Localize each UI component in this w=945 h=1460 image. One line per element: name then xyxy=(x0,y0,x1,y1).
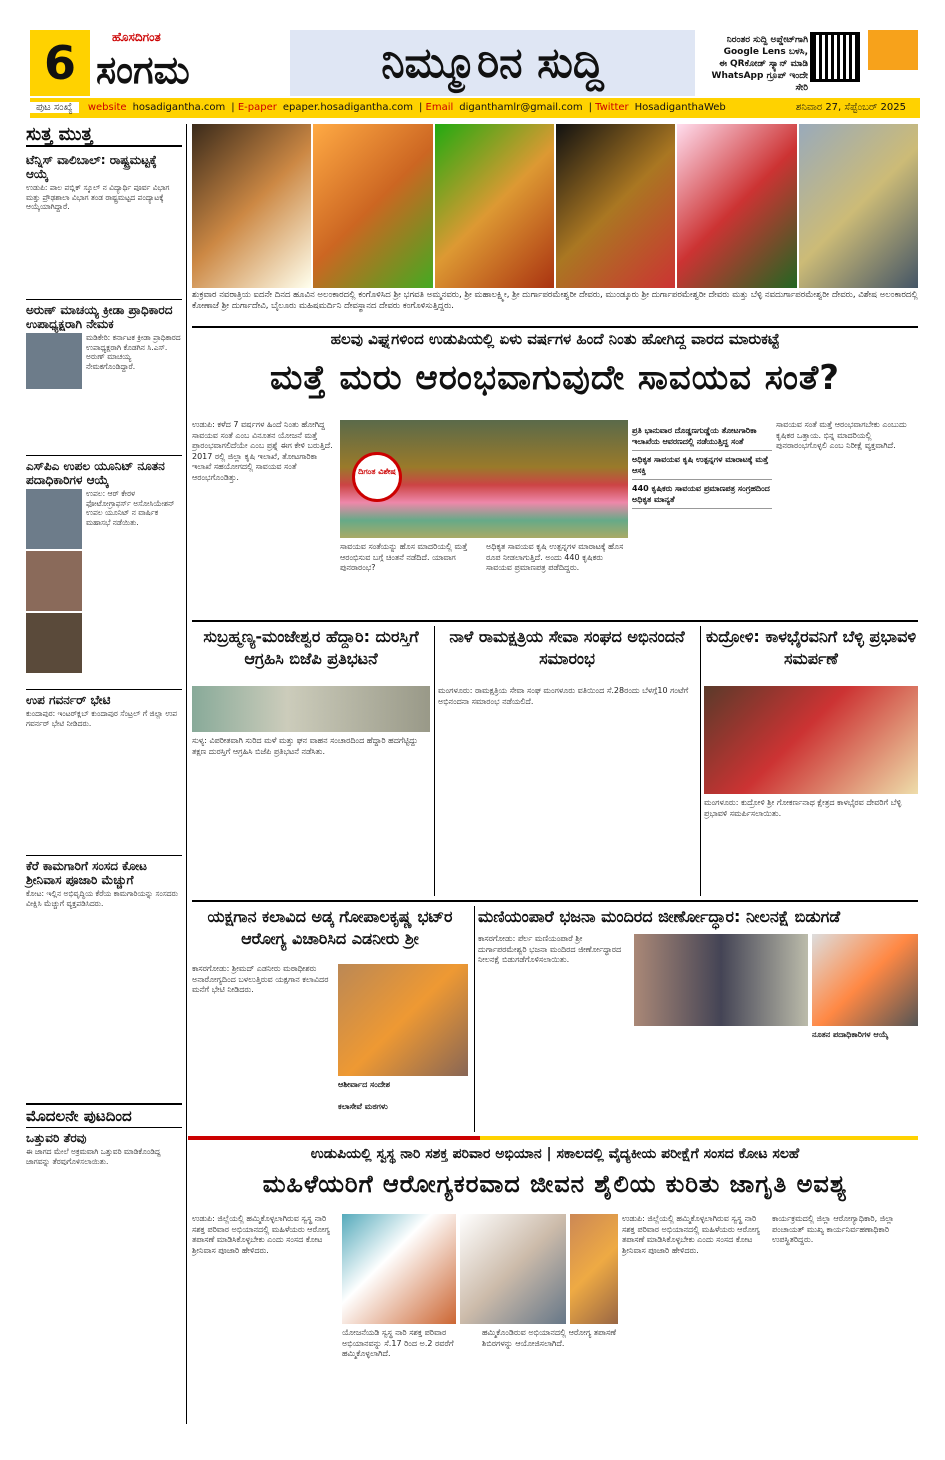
story-body: ಕಾಸರಗೋಡು: ಪೆರ್ಲ ಮಣಿಯಂಪಾರೆ ಶ್ರೀ ದುರ್ಗಾಪರಮೇಶ್ವರಿ ಭಜನಾ ಮಂದಿರದ ಜೀರ್ಣೋದ್ಧಾರದ ನೀಲನಕ್ಷೆ ಬಿಡುಗಡೆಗೊಳಿಸಲಾಯಿತು. xyxy=(478,934,622,964)
health-kicker: ಉಡುಪಿಯಲ್ಲಿ ಸ್ವಸ್ಥ ನಾರಿ ಸಶಕ್ತ ಪರಿವಾರ ಅಭಿಯಾನ | ಸಕಾಲದಲ್ಲಿ ವೈದ್ಯಕೀಯ ಪರೀಕ್ಷೆಗೆ ಸಂಸದ ಕೋಟ ಸಲಹೆ xyxy=(310,1146,800,1162)
divider xyxy=(192,900,918,902)
person-photo xyxy=(26,551,82,611)
sidebar-body: ಈ ಜಾಗದ ಮೇಲೆ ಅಕ್ರಮವಾಗಿ ಒತ್ತುವರಿ ಮಾಡಿಕೊಂಡಿದ್ದ ಜಾಗವನ್ನು ತೆರವುಗೊಳಿಸಲಾಯಿತು. xyxy=(26,1147,161,1166)
blueprint-release-photo xyxy=(634,934,808,1026)
story-body: ಮಂಗಳೂರು: ರಾಮಕ್ಷತ್ರಿಯ ಸೇವಾ ಸಂಘ ಮಂಗಳೂರು ವತಿಯಿಂದ ಸೆ.28ರಂದು ಬೆಳಗ್ಗೆ10 ಗಂಟೆಗೆ ಅಭಿನಂದನಾ ಸಮಾರಂಭ ನಡೆಯಲಿದೆ. xyxy=(438,686,689,706)
brand-small: ಹೊಸದಿಗಂತ xyxy=(112,30,161,44)
sidebar-body: ಉಪಲ: ಆರ್ ಕೇರಳ ಫೋಟೋಗ್ರಾಫರ್ಸ್ ಅಸೋಸಿಯೇಶನ್ ಉಪಲ ಯೂನಿಟ್ ನ ವಾರ್ಷಿಕ ಮಹಾಸಭೆ ನಡೆಯಿತು. xyxy=(26,489,182,685)
deity-photo xyxy=(677,124,796,288)
decor-block xyxy=(868,30,918,70)
sidebar-body: ಕೋಟ: ಇಲ್ಲಿನ ಅಭಿವೃದ್ಧಿಯ ಕೆರೆಯ ಕಾಮಗಾರಿಯನ್ನು ಸಂಸದರು ವೀಕ್ಷಿಸಿ ಮೆಚ್ಚುಗೆ ವ್ಯಕ್ತಪಡಿಸಿದರು. xyxy=(26,889,178,908)
page-number: 6 xyxy=(30,30,90,96)
story-body: ಹಮ್ಮಿಕೊಂಡಿರುವ ಅಭಿಯಾನದಲ್ಲಿ ಆರೋಗ್ಯ ತಪಾಸಣೆ ಶಿಬಿರಗಳನ್ನು ಆಯೋಜಿಸಲಾಗಿದೆ. xyxy=(482,1328,617,1348)
deity-photo xyxy=(556,124,675,288)
headline-yakshagana: ಯಕ್ಷಗಾನ ಕಲಾವಿದ ಅಡ್ಕ ಗೋಪಾಲಕೃಷ್ಣ ಭಟ್‌ರ ಆರೋಗ್ಯ ವಿಚಾರಿಸಿದ ಎಡನೀರು ಶ್ರೀ xyxy=(207,907,453,948)
highlight-item: ಪ್ರತಿ ಭಾನುವಾರ ದೊಡ್ಡಣಗುಡ್ಡೆಯ ತೋಟಗಾರಿಕಾ ಇಲಾಖೆಯ ಆವರಣದಲ್ಲಿ ನಡೆಯುತ್ತಿದ್ದ ಸಂತೆ xyxy=(632,422,772,451)
sidebar-headline: ಟೆನ್ನಿಸ್ ವಾಲಿಬಾಲ್: ರಾಷ್ಟ್ರಮಟ್ಟಕ್ಕೆ ಆಯ್ಕೆ xyxy=(26,153,157,181)
deity-photo xyxy=(192,124,311,288)
highlight-item: ಅಧಿಕೃತ ಸಾವಯವ ಕೃಷಿ ಉತ್ಪನ್ನಗಳ ಮಾರಾಟಕ್ಕೆ ಮತ್ತೆ ಆಸಕ್ತಿ xyxy=(632,451,772,480)
photo-caption: ಶುಕ್ರವಾರ ನವರಾತ್ರಿಯ ಐದನೇ ದಿನದ ಹೂವಿನ ಅಲಂಕಾರದಲ್ಲಿ ಕಂಗೊಳಿಸಿದ ಶ್ರೀ ಭಗವತಿ ಅಮ್ಮನವರು, ಶ್ರೀ ಮಹಾಲಕ್ಷ್ಮೀ, ಶ್ರೀ ದುರ್ಗಾಪರಮೇಶ್ವರೀ ದೇವರು, ಮುಂಡ್ಕೂರು ಶ್ರೀ ದುರ್ಗಾಪರಮೇಶ್ವರೀ ದೇವರು ಮತ್ತು ಬೆಳ್ಳಿ ನವದುರ್ಗಾಪರಮೇಶ್ವರೀ ದೇವರು, ವಿಶೇಷ ಅಲಂಕಾರದಲ್ಲಿ ಕೋಣಾಜೆ ಶ್ರೀ ದುರ್ಗಾದೇವಿ, ಬೈಲೂರು ಮಹಿಷಮರ್ದಿನಿ ದೇವಸ್ಥಾನದ ದೇವರು ಕಂಗೊಳಿಸುತ್ತಿದ್ದರು. xyxy=(192,290,918,311)
story-body: ಮಂಗಳೂರು: ಕುದ್ರೋಳಿ ಶ್ರೀ ಗೋಕರ್ಣನಾಥ ಕ್ಷೇತ್ರದ ಕಾಳಭೈರವ ದೇವರಿಗೆ ಬೆಳ್ಳಿ ಪ್ರಭಾವಳಿ ಸಮರ್ಪಿಸಲಾಯಿತು. xyxy=(704,798,902,818)
story-body: ಉಡುಪಿ: ಜಿಲ್ಲೆಯಲ್ಲಿ ಹಮ್ಮಿಕೊಳ್ಳಲಾಗಿರುವ ಸ್ವಸ್ಥ ನಾರಿ ಸಶಕ್ತ ಪರಿವಾರ ಅಭಿಯಾನದಲ್ಲಿ ಮಹಿಳೆಯರು ಆರೋಗ್ಯ ತಪಾಸಣೆ ಮಾಡಿಸಿಕೊಳ್ಳಬೇಕು ಎಂದು ಸಂಸದ ಕೋಟ ಶ್ರೀನಿವಾಸ ಪೂಜಾರಿ ಹೇಳಿದರು. xyxy=(192,1214,330,1255)
photo-caption: ನೂತನ ಪದಾಧಿಕಾರಿಗಳ ಆಯ್ಕೆ xyxy=(812,1030,889,1039)
sidebar-headline: ಉಪ ಗವರ್ನರ್ ಭೇಟಿ xyxy=(26,689,182,707)
subhead: ಕಲಾಸೇವೆ ಮಠಗಳು xyxy=(338,1102,388,1111)
sidebar-body: ಮಡಿಕೇರಿ: ಕರ್ನಾಟಕ ಕ್ರೀಡಾ ಪ್ರಾಧಿಕಾರದ ಉಪಾಧ್ಯಕ್ಷರಾಗಿ ಕೊಡಗಿನ ಸಿ.ಎಸ್. ಅರುಣ್ ಮಾಚಯ್ಯ ನೇಮಕಗೊಂಡಿದ್ದಾರೆ. xyxy=(26,333,182,451)
lead-kicker: ಹಲವು ವಿಘ್ನಗಳಿಂದ ಉಡುಪಿಯಲ್ಲಿ ಏಳು ವರ್ಷಗಳ ಹಿಂದೆ ನಿಂತು ಹೋಗಿದ್ದ ವಾರದ ಮಾರುಕಟ್ಟೆ xyxy=(330,330,780,348)
email-link[interactable]: diganthamlr@gmail.com xyxy=(459,102,583,113)
sidebar-logo: ಸುತ್ತ ಮುತ್ತ xyxy=(26,124,182,147)
sidebar-headline: ಅರುಣ್ ಮಾಚಯ್ಯ ಕ್ರೀಡಾ ಪ್ರಾಧಿಕಾರದ ಉಪಾಧ್ಯಕ್ಷರಾಗಿ ನೇಮಕ xyxy=(26,299,182,331)
protest-photo xyxy=(192,686,430,732)
headline-ceremony: ನಾಳೆ ರಾಮಕ್ಷತ್ರಿಯ ಸೇವಾ ಸಂಘದ ಅಭಿನಂದನೆ ಸಮಾರಂಭ xyxy=(449,627,685,668)
person-photo xyxy=(26,333,82,389)
temple-photo xyxy=(704,686,918,794)
continued-label: ಮೊದಲನೇ ಪುಟದಿಂದ xyxy=(26,1103,182,1123)
sidebar-headline: ಒತ್ತುವರಿ ತೆರವು xyxy=(26,1127,182,1145)
health-headline: ಮಹಿಳೆಯರಿಗೆ ಆರೋಗ್ಯಕರವಾದ ಜೀವನ ಶೈಲಿಯ ಕುರಿತು ಜಾಗೃತಿ ಅವಶ್ಯ xyxy=(262,1170,848,1198)
section-label: ಪುಟ ಸಂಖ್ಯೆ xyxy=(30,102,79,113)
lead-body-col: ಅಧಿಕೃತ ಸಾವಯವ ಕೃಷಿ ಉತ್ಪನ್ನಗಳ ಮಾರಾಟಕ್ಕೆ ಹೊಸ ರೂಪ ನೀಡಲಾಗುತ್ತಿದೆ. ಅಂದು 440 ಕೃಷಿಕರು ಸಾವಯವ ಪ್ರಮಾಣಪತ್ರ ಪಡೆದಿದ್ದರು. xyxy=(486,542,624,572)
brand-title: ಸಂಗಮ xyxy=(96,48,190,92)
story-body: ಉಡುಪಿ: ಜಿಲ್ಲೆಯಲ್ಲಿ ಹಮ್ಮಿಕೊಳ್ಳಲಾಗಿರುವ ಸ್ವಸ್ಥ ನಾರಿ ಸಶಕ್ತ ಪರಿವಾರ ಅಭಿಯಾನದಲ್ಲಿ ಮಹಿಳೆಯರು ಆರೋಗ್ಯ ತಪಾಸಣೆ ಮಾಡಿಸಿಕೊಳ್ಳಬೇಕು ಎಂದು ಸಂಸದ ಕೋಟ ಶ್ರೀನಿವಾಸ ಪೂಜಾರಿ ಹೇಳಿದರು. xyxy=(622,1214,760,1255)
divider xyxy=(192,620,918,622)
epaper-link[interactable]: epaper.hosadigantha.com xyxy=(282,102,413,113)
committee-photo xyxy=(812,934,918,1026)
twitter-link[interactable]: HosadiganthaWeb xyxy=(634,102,726,113)
sidebar-body: ಉಡುಪಿ: ಪಾಲ ಪಬ್ಲಿಕ್ ಸ್ಕೂಲ್ ನ ವಿದ್ಯಾರ್ಥಿ ಪೂರ್ವ ವಿಭಾಗ ಮತ್ತು ಪ್ರೌಢಶಾಲಾ ವಿಭಾಗ ತಂಡ ರಾಷ್ಟ್ರಮಟ್ಟದ ಪಂದ್ಯಾಟಕ್ಕೆ ಆಯ್ಕೆಯಾಗಿದ್ದಾರೆ. xyxy=(26,183,170,211)
masthead xyxy=(0,0,945,96)
deity-photo xyxy=(313,124,432,288)
divider xyxy=(192,326,918,328)
seer-visit-photo xyxy=(338,964,468,1076)
person-photo xyxy=(26,489,82,549)
issue-date: ಶನಿವಾರ 27, ಸೆಪ್ಟೆಂಬರ್ 2025 xyxy=(795,102,906,113)
highlight-item: 440 ಕೃಷಿಕರು ಸಾವಯವ ಪ್ರಮಾಣಪತ್ರ ಸಂಗ್ರಹದಿಂದ ಅಧಿಕೃತ ಮಾನ್ಯತೆ xyxy=(632,480,772,509)
headline-kudroli: ಕುದ್ರೋಳಿ: ಕಾಳಭೈರವನಿಗೆ ಬೆಳ್ಳಿ ಪ್ರಭಾವಳಿ ಸಮರ್ಪಣೆ xyxy=(705,627,917,668)
column-divider xyxy=(700,626,701,896)
deity-photo xyxy=(435,124,554,288)
deity-photo-strip xyxy=(192,124,918,288)
person-photo xyxy=(26,613,82,673)
dignitaries-photo xyxy=(570,1214,618,1324)
region-title: ನಿಮ್ಮೂರಿನ ಸುದ್ದಿ xyxy=(290,30,695,96)
column-divider xyxy=(434,626,435,896)
lead-highlights xyxy=(632,422,772,509)
speaker-photo xyxy=(460,1214,566,1324)
sidebar-body: ಕುಂದಾಪುರ: ಇಂಟರ್‌ಕ್ಲಬ್ ಕುಂದಾಪುರ ಸೆಂಟ್ರಲ್ ಗೆ ಜಿಲ್ಲಾ ಉಪ ಗವರ್ನರ್ ಭೇಟಿ ನೀಡಿದರು. xyxy=(26,709,178,728)
info-bar: ಪುಟ ಸಂಖ್ಯೆ website hosadiganthа.com | E-paper epaper.hosadigantha.com | Email diganthamlr@gmail.com | Twitter HosadiganthaWeb ಶನಿವಾರ 27, ಸೆಪ್ಟೆಂಬರ್ 2025 xyxy=(30,98,920,118)
headline-highway: ಸುಬ್ರಹ್ಮಣ್ಯ-ಮಂಜೇಶ್ವರ ಹೆದ್ದಾರಿ: ದುರಸ್ತಿಗೆ ಆಗ್ರಹಿಸಿ ಬಿಜೆಪಿ ಪ್ರತಿಭಟನೆ xyxy=(203,627,419,668)
lead-body-col: ಸಾವಯವ ಸಂತೆಯನ್ನು ಹೊಸ ಮಾದರಿಯಲ್ಲಿ ಮತ್ತೆ ಆರಂಭಿಸುವ ಬಗ್ಗೆ ಚಿಂತನೆ ನಡೆದಿದೆ. ಯಾವಾಗ ಪುನರಾರಂಭ? xyxy=(340,542,468,572)
story-body: ಕಾರ್ಯಕ್ರಮದಲ್ಲಿ ಜಿಲ್ಲಾ ಆರೋಗ್ಯಾಧಿಕಾರಿ, ಜಿಲ್ಲಾ ಪಂಚಾಯತ್ ಮುಖ್ಯ ಕಾರ್ಯನಿರ್ವಹಣಾಧಿಕಾರಿ ಉಪಸ್ಥಿತರಿದ್ದರು. xyxy=(772,1214,895,1244)
website-link[interactable]: hosadiganthа.com xyxy=(132,102,226,113)
lead-body-col: ಉಡುಪಿ: ಕಳೆದ 7 ವರ್ಷಗಳ ಹಿಂದೆ ನಿಂತು ಹೋಗಿದ್ದ ಸಾವಯವ ಸಂತೆ ಎಂಬ ವಿನೂತನ ಯೋಜನೆ ಮತ್ತೆ ಪ್ರಾರಂಭವಾಗಲಿದೆಯೇ ಎಂಬ ಪ್ರಶ್ನೆ ಈಗ ಕೇಳಿ ಬರುತ್ತಿದೆ. 2017 ರಲ್ಲಿ ಜಿಲ್ಲಾ ಕೃಷಿ ಇಲಾಖೆ, ತೋಟಗಾರಿಕಾ ಇಲಾಖೆ ಸಹಯೋಗದಲ್ಲಿ ಸಾವಯವ ಸಂತೆ ಆರಂಭಗೊಂಡಿತ್ತು. xyxy=(192,420,333,482)
sidebar-headline: ಕೆರೆ ಕಾಮಗಾರಿಗೆ ಸಂಸದ ಕೋಟ ಶ್ರೀನಿವಾಸ ಪೂಜಾರಿ ಮೆಚ್ಚುಗೆ xyxy=(26,855,182,887)
deity-photo xyxy=(799,124,918,288)
digantha-special-badge: ದಿಗಂತ ವಿಶೇಷ xyxy=(352,452,402,502)
column-divider xyxy=(474,906,475,1132)
story-body: ಕಾಸರಗೋಡು: ಶ್ರೀಮದ್ ಎಡನೀರು ಮಠಾಧೀಶರು ಅನಾರೋಗ್ಯದಿಂದ ಬಳಲುತ್ತಿರುವ ಯಕ್ಷಗಾನ ಕಲಾವಿದರ ಮನೆಗೆ ಭೇಟಿ ನೀಡಿದರು. xyxy=(192,964,329,994)
qr-code-icon[interactable] xyxy=(810,32,860,82)
headline-bhajana: ಮಣಿಯಂಪಾರೆ ಭಜನಾ ಮಂದಿರದ ಜೀರ್ಣೋದ್ಧಾರ: ನೀಲನಕ್ಷೆ ಬಿಡುಗಡೆ xyxy=(478,907,841,926)
column-divider xyxy=(186,124,187,1424)
sidebar xyxy=(26,124,182,1424)
story-body: ಸುಳ್ಯ: ವಿಪರೀತವಾಗಿ ಸುರಿದ ಮಳೆ ಮತ್ತು ಘನ ವಾಹನ ಸಂಚಾರದಿಂದ ಹೆದ್ದಾರಿ ಹದಗೆಟ್ಟಿದ್ದು ತಕ್ಷಣ ದುರಸ್ತಿಗೆ ಆಗ್ರಹಿಸಿ ಬಿಜೆಪಿ ಪ್ರತಿಭಟನೆ ನಡೆಸಿತು. xyxy=(192,736,418,756)
sidebar-headline: ಎಸ್‌ಪಿಎ ಉಪಲ ಯೂನಿಟ್ ನೂತನ ಪದಾಧಿಕಾರಿಗಳ ಆಯ್ಕೆ xyxy=(26,455,182,487)
qr-instructions: ನಿರಂತರ ಸುದ್ದಿ ಅಪ್ಡೇಟ್‌ಗಾಗಿ Google Lens ಬಳಸಿ, ಈ QRಕೋಡ್ ಸ್ಕ್ಯಾನ್ ಮಾಡಿ WhatsApp ಗ್ರೂಪ್ ಇಂದೇ ಸೇರಿ xyxy=(711,35,808,93)
lead-body-col: ಸಾವಯವ ಸಂತೆ ಮತ್ತೆ ಆರಂಭವಾಗಬೇಕು ಎಂಬುದು ಕೃಷಿಕರ ಒತ್ತಾಯ. ಭಿನ್ನ ಮಾದರಿಯಲ್ಲಿ ಪುನರಾರಂಭಗೊಳ್ಳಲಿ ಎಂಬ ನಿರೀಕ್ಷೆ ವ್ಯಕ್ತವಾಗಿದೆ. xyxy=(776,420,907,450)
photo-caption: ಆಶೀರ್ವಾದ ಸಂದೇಶ xyxy=(338,1080,390,1089)
lead-headline: ಮತ್ತೆ ಮರು ಆರಂಭವಾಗುವುದೇ ಸಾವಯವ ಸಂತೆ? xyxy=(270,358,840,398)
banner-photo xyxy=(342,1214,456,1324)
story-body: ಯೋಜನೆಯಡಿ ಸ್ವಸ್ಥ ನಾರಿ ಸಶಕ್ತ ಪರಿವಾರ ಅಭಿಯಾನವನ್ನು ಸೆ.17 ರಿಂದ ಅ.2 ರವರೆಗೆ ಹಮ್ಮಿಕೊಳ್ಳಲಾಗಿದೆ. xyxy=(342,1328,454,1358)
section-divider-bar xyxy=(188,1136,918,1140)
